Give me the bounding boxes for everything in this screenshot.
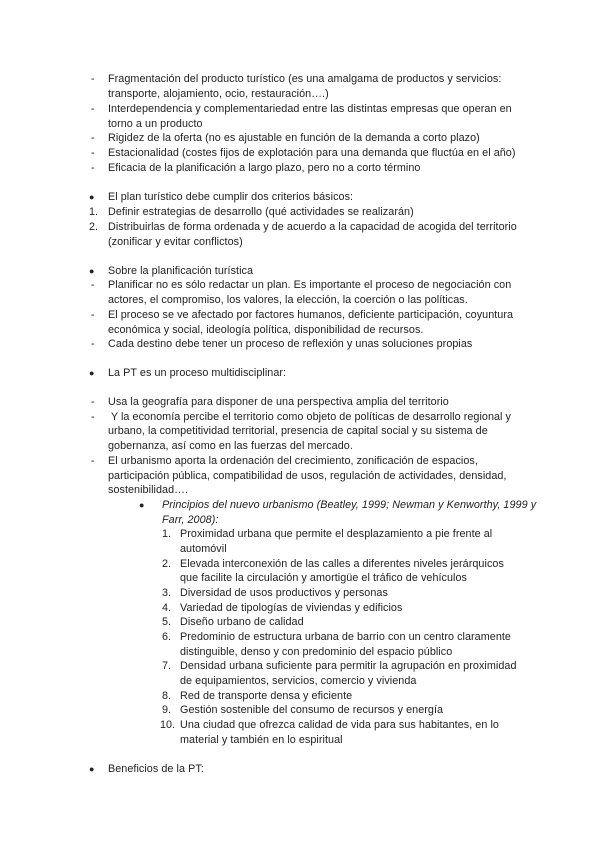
list-item-text: participación pública, compatibilidad de usos, regulación de actividades, densidad,: [108, 470, 507, 482]
list-item-text: El proceso se ve afectado por factores humanos, deficiente participación, coyuntura: [108, 309, 514, 321]
list-item-marker: 9.: [162, 704, 172, 716]
list-item-marker: -: [91, 396, 95, 408]
list-item-marker: 6.: [162, 631, 172, 643]
list-item-marker: -: [91, 338, 95, 350]
list-item-text: material y también en lo espiritual: [180, 734, 343, 746]
list-item-marker: -: [91, 147, 95, 159]
list-item-text: Proximidad urbana que permite el desplazamiento a pie frente al: [180, 528, 493, 540]
list-item-text: Estacionalidad (costes fijos de explotación para una demanda que fluctúa en el año): [108, 147, 516, 159]
list-item-text: Cada destino debe tener un proceso de reflexión y unas soluciones propias: [108, 338, 473, 350]
section-heading: Beneficios de la PT:: [108, 763, 204, 775]
list-item-text: Red de transporte densa y eficiente: [180, 690, 353, 702]
list-item-text: transporte, alojamiento, ocio, restauración….): [108, 88, 329, 100]
list-item-marker: -: [91, 132, 95, 144]
list-item-text: Elevada interconexión de las calles a diferentes niveles jerárquicos: [180, 558, 504, 570]
list-item-marker: 1.: [89, 206, 99, 218]
list-item-text: Variedad de tipologías de viviendas y edificios: [180, 602, 403, 614]
list-item-marker: 3.: [162, 587, 172, 599]
list-item-text: Densidad urbana suficiente para permitir la agrupación en proximidad: [180, 660, 517, 672]
list-item-marker: 1.: [162, 528, 172, 540]
list-item-marker: 10.: [160, 719, 176, 731]
list-item-text: Usa la geografía para disponer de una perspectiva amplia del territorio: [108, 396, 449, 408]
list-item-marker: -: [91, 162, 95, 174]
list-item-text: Definir estrategias de desarrollo (qué actividades se realizarán): [108, 206, 414, 218]
list-item-text: de equipamientos, servicios, comercio y vivienda: [180, 675, 417, 687]
bullet-icon: ●: [89, 192, 95, 202]
list-item-text: Diversidad de usos productivos y personas: [180, 587, 388, 599]
bullet-icon: ●: [89, 368, 95, 378]
list-item-text: económica y social, ideología política, disponibilidad de recursos.: [108, 324, 424, 336]
list-item-text: urbano, la competitividad territorial, presencia de capital social y su sistema de: [108, 425, 488, 437]
list-item-text: Y la economía percibe el territorio como objeto de políticas de desarrollo regional y: [108, 411, 512, 423]
bullet-icon: ●: [89, 764, 95, 774]
section-heading: Sobre la planificación turística: [108, 265, 254, 277]
bullet-icon: ●: [139, 500, 145, 510]
list-item-text: Una ciudad que ofrezca calidad de vida para sus habitantes, en lo: [180, 719, 499, 731]
list-item-text: Eficacia de la planificación a largo plazo, pero no a corto término: [108, 162, 421, 174]
list-item-text: gobernanza, así como en las fuerzas del mercado.: [108, 440, 353, 452]
list-item-text: sostenibilidad….: [108, 484, 189, 496]
list-item-text: Fragmentación del producto turístico (es una amalgama de productos y servicios:: [108, 73, 502, 85]
list-item-text: (zonificar y evitar conflictos): [108, 236, 243, 248]
principles-heading: Farr, 2008):: [162, 514, 219, 526]
list-item-text: torno a un producto: [108, 118, 203, 130]
section-heading: El plan turístico debe cumplir dos criterios básicos:: [108, 191, 354, 203]
list-item-text: Diseño urbano de calidad: [180, 616, 304, 628]
list-item-text: automóvil: [180, 543, 227, 555]
list-item-text: Distribuirlas de forma ordenada y de acuerdo a la capacidad de acogida del territorio: [108, 221, 517, 233]
list-item-text: distinguible, denso y con predominio del espacio público: [180, 646, 453, 658]
list-item-marker: -: [91, 103, 95, 115]
principles-heading: Principios del nuevo urbanismo (Beatley, 1999; Newman y Kenworthy, 1999 y: [162, 499, 537, 511]
list-item-text: Interdependencia y complementariedad entre las distintas empresas que operan en: [108, 103, 512, 115]
list-item-text: actores, el compromiso, los valores, la elección, la coerción o las políticas.: [108, 294, 468, 306]
list-item-marker: 2.: [89, 221, 99, 233]
list-item-marker: -: [91, 309, 95, 321]
list-item-marker: -: [91, 455, 95, 467]
list-item-marker: -: [91, 73, 95, 85]
list-item-marker: 5.: [162, 616, 172, 628]
list-item-marker: 7.: [162, 660, 172, 672]
list-item-text: que facilite la circulación y amortigüe el tráfico de vehículos: [180, 572, 468, 584]
list-item-marker: 2.: [162, 558, 172, 570]
list-item-text: Rigidez de la oferta (no es ajustable en función de la demanda a corto plazo): [108, 132, 480, 144]
list-item-marker: 8.: [162, 690, 172, 702]
list-item-text: El urbanismo aporta la ordenación del crecimiento, zonificación de espacios,: [108, 455, 478, 467]
list-item-text: Gestión sostenible del consumo de recursos y energía: [180, 704, 444, 716]
list-item-text: Planificar no es sólo redactar un plan. Es importante el proceso de negociación con: [108, 279, 512, 291]
list-item-text: Predominio de estructura urbana de barrio con un centro claramente: [180, 631, 511, 643]
section-heading: La PT es un proceso multidisciplinar:: [108, 367, 287, 379]
list-item-marker: -: [91, 279, 95, 291]
list-item-marker: 4.: [162, 602, 172, 614]
bullet-icon: ●: [89, 266, 95, 276]
list-item-marker: -: [91, 411, 95, 423]
